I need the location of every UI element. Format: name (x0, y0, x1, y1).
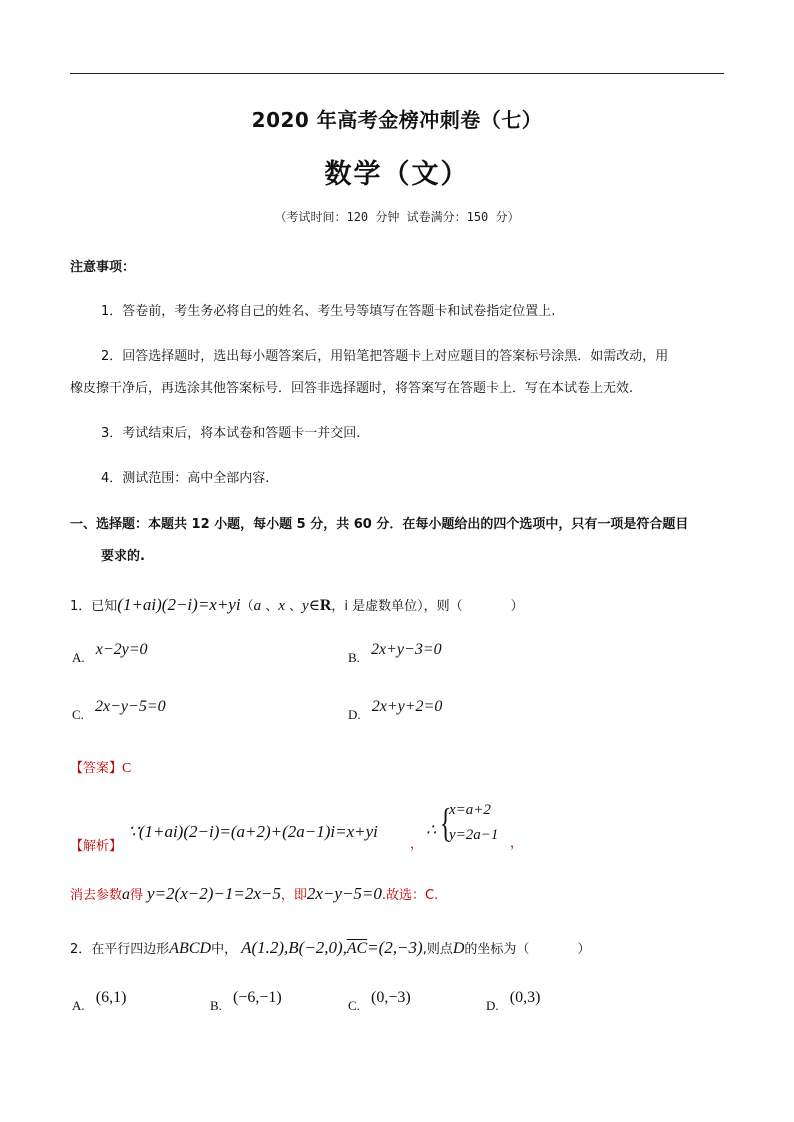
notice-item-2-line-1: 2．回答选择题时，选出每小题答案后，用铅笔把答题卡上对应题目的答案标号涂黑．如需改动，用 (101, 349, 669, 364)
header-rule (70, 73, 724, 74)
exam-title: 2020 年高考金榜冲刺卷（七） (251, 108, 543, 132)
system-brace: { (439, 800, 452, 845)
question-2-point-d: D (452, 940, 465, 957)
question-1-close: ） (510, 599, 524, 614)
question-1-real-set: R (319, 597, 332, 614)
option-label: D. (486, 998, 499, 1013)
question-2-points: A(1.2),B(−2,0) (241, 938, 343, 957)
section-heading-line-2: 要求的. (101, 549, 145, 564)
option-label: C. (348, 998, 360, 1013)
question-1-analysis-comma: ， (410, 837, 424, 852)
notice-item-1: 1．答卷前，考生务必将自己的姓名、考生号等填写在答题卡和试卷指定位置上. (101, 304, 556, 319)
option-label: B. (210, 998, 222, 1013)
option-expression: x−2y=0 (95, 641, 148, 658)
question-1-analysis-tag: 【解析】 (70, 839, 123, 854)
elimination-prefix: 消去参数 (70, 888, 123, 903)
option-expression: 2x−y−5=0 (95, 698, 166, 715)
option-label: A. (72, 998, 85, 1013)
question-1-elimination (70, 884, 438, 904)
answer-tag: 【答案】 (70, 761, 123, 776)
question-1-cond-open: （ (240, 599, 254, 614)
option-expression: (6,1) (95, 989, 127, 1006)
elimination-ji: ，即 (280, 888, 307, 903)
notice-item-4: 4．测试范围：高中全部内容. (101, 471, 270, 486)
elimination-end: .故选：C. (381, 888, 439, 903)
elimination-get: 得 (130, 888, 144, 903)
question-2-option-d (486, 989, 541, 1015)
section-heading-line-1: 一、选择题：本题共 12 小题，每小题 5 分，共 60 分．在每小题给出的四个选项中，只有一项是符合题目 (70, 517, 689, 532)
question-1-option-b (348, 641, 442, 667)
notice-item-3: 3．考试结束后，将本试卷和答题卡一并交回. (101, 426, 361, 441)
option-expression: (−6,−1) (233, 989, 282, 1006)
question-2-abcd: ABCD (169, 940, 212, 957)
question-1-stem (70, 595, 524, 615)
question-1-var-a: a (253, 598, 262, 614)
system-equation-1: x=a+2 (449, 802, 491, 818)
question-2-vector-label: $\overline{AC}$ (346, 940, 368, 957)
question-1-sep-2: 、 (284, 599, 303, 614)
question-1-option-a (72, 641, 148, 667)
option-label: D. (348, 707, 361, 722)
elimination-expression-1: y=2(x−2)−1=2x−5 (147, 884, 281, 903)
therefore-symbol: ∴ (426, 822, 437, 839)
question-2-number: 2．在平行四边形 (70, 942, 170, 957)
question-1-analysis-expression: ∵(1+ai)(2−i)=(a+2)+(2a−1)i=x+yi (128, 822, 378, 841)
option-expression: 2x+y−3=0 (371, 641, 442, 658)
subject-title: 数学（文） (324, 159, 470, 190)
question-1-expression: (1+ai)(2−i)=x+yi (117, 595, 241, 614)
option-expression: 2x+y+2=0 (371, 698, 443, 715)
option-label: A. (72, 650, 85, 665)
option-expression: (0,−3) (371, 989, 411, 1006)
exam-meta: （考试时间：120 分钟 试卷满分：150 分） (274, 210, 520, 224)
option-label: B. (348, 650, 360, 665)
question-1-cond-rest: ，i 是虚数单位），则（ (331, 599, 463, 614)
question-2-ask-prefix: ,则点 (422, 942, 453, 957)
question-2-vector-value: =(2,−3) (367, 938, 423, 957)
question-1-number: 1．已知 (70, 599, 118, 614)
option-label: C. (72, 707, 84, 722)
question-2-option-c (348, 989, 411, 1015)
option-expression: (0,3) (509, 989, 541, 1006)
question-1-answer (70, 757, 131, 777)
answer-value: C (122, 761, 132, 776)
question-2-close: ） (577, 942, 591, 957)
question-1-option-d (348, 698, 443, 724)
question-2-option-a (72, 989, 127, 1015)
notice-item-2-line-2: 橡皮擦干净后，再选涂其他答案标号．回答非选择题时，将答案写在答题卡上．写在本试卷上无效. (70, 381, 634, 396)
elimination-variable: a (122, 886, 131, 903)
notice-heading: 注意事项： (70, 260, 136, 275)
question-2-ask-suffix: 的坐标为（ (464, 942, 530, 957)
elimination-expression-2: 2x−y−5=0 (306, 884, 382, 903)
system-comma: ， (510, 836, 524, 851)
question-2-stem (70, 938, 590, 958)
question-1-sep-1: 、 (261, 599, 279, 614)
question-1-var-x: x (278, 598, 285, 614)
system-equation-2: y=2a−1 (449, 827, 499, 843)
question-2-comma: , (342, 940, 347, 957)
question-1-option-c (72, 698, 166, 724)
question-1-var-y-in: y∈ (302, 598, 320, 614)
question-2-option-b (210, 989, 282, 1015)
question-2-zhong: 中， (211, 942, 238, 957)
